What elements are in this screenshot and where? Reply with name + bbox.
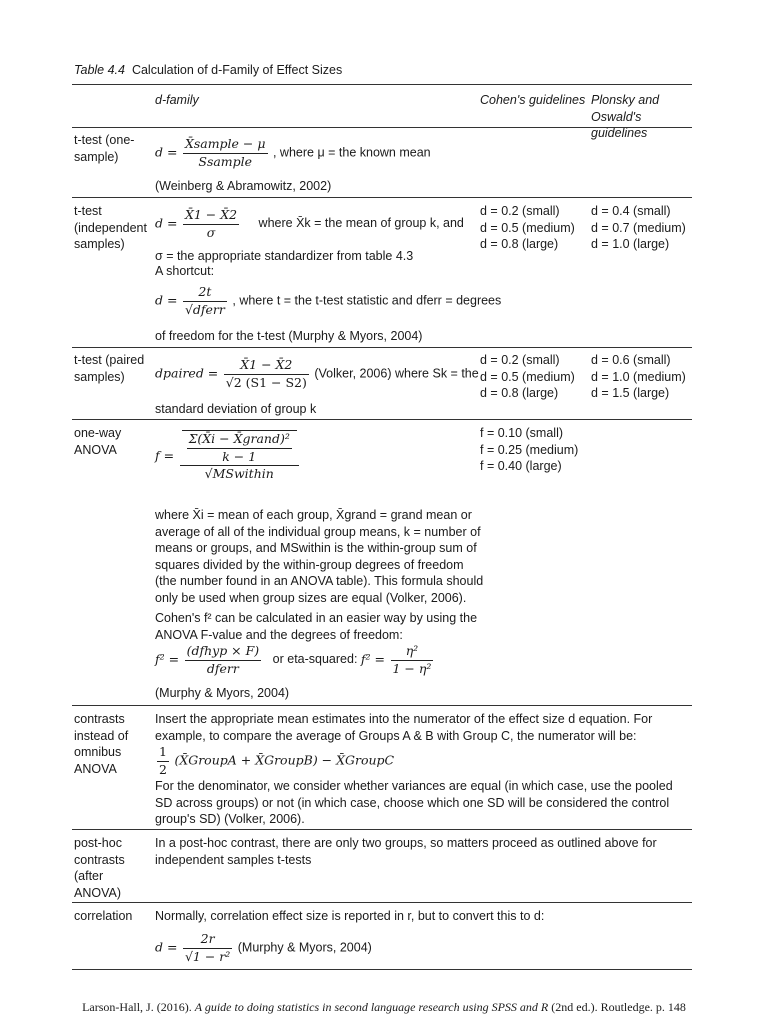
guideline-medium: d = 1.0 (medium) [591, 369, 686, 384]
eq-denominator: σ [206, 224, 216, 240]
eq-numerator: 2r [183, 931, 232, 949]
eq-where-text: where X̄k = the mean of group k, and [258, 216, 464, 231]
half-denominator: 2 [159, 761, 167, 777]
eta-numerator: η² [391, 643, 434, 661]
eq-after-text: , where μ = the known mean [272, 145, 431, 160]
guideline-small: d = 0.6 (small) [591, 353, 671, 367]
posthoc-text: In a post-hoc contrast, there are only two groups, so matters proceed as outlined above for independent samples t-tests [155, 836, 657, 867]
guideline-large: d = 0.8 (large) [480, 386, 559, 400]
eq-ttest-ind [155, 207, 464, 241]
guideline-large: d = 0.8 (large) [480, 237, 559, 251]
row-label-ttest-paired: t-test (paired samples) [74, 353, 145, 384]
rule-row6 [72, 902, 692, 903]
eq-numerator: X̄sample − μ [183, 136, 268, 154]
row-label-anova: one-way ANOVA [74, 426, 122, 457]
correlation-text: Normally, correlation effect size is reported in r, but to convert this to d: [155, 909, 545, 923]
guideline-large: d = 1.5 (large) [591, 386, 670, 400]
rule-row2 [72, 347, 692, 348]
eq-denominator: √MSwithin [204, 466, 274, 481]
guideline-small: d = 0.4 (small) [591, 204, 671, 218]
guideline-large: d = 1.0 (large) [591, 237, 670, 251]
citation-authors: Larson-Hall, J. (2016). [82, 1000, 192, 1014]
cohen-f2-paragraph: Cohen's f² can be calculated in an easier way by using the ANOVA F-value and the degrees of freedom: [155, 611, 478, 642]
eq-denominator: √dferr [184, 301, 225, 317]
eq-denominator: dferr [206, 660, 239, 676]
eq-after-text: (Volker, 2006) where Sk = the [314, 366, 479, 381]
eq-lhs: f = [155, 448, 175, 463]
sigma-definition: σ = the appropriate standardizer from table 4.3 [155, 249, 414, 263]
eq-ttest-paired [155, 357, 479, 391]
header-plonsky: Plonsky and Oswald's guidelines [591, 93, 660, 140]
guideline-small: d = 0.2 (small) [480, 204, 560, 218]
plonsky-guidelines-paired [591, 352, 691, 402]
eq-lhs: f² = [155, 651, 180, 667]
rule-row3 [72, 419, 692, 420]
table-label: Table 4.4 [74, 63, 125, 77]
eq-fraction [183, 284, 227, 318]
eq-correlation [155, 931, 372, 965]
eq-shortcut [155, 284, 501, 318]
row-label-ttest-ind: t-test (independent samples) [74, 204, 147, 251]
half-fraction [157, 744, 169, 778]
eq-anova [155, 430, 301, 483]
paired-continuation: standard deviation of group k [155, 402, 317, 416]
inner-fraction [187, 431, 292, 465]
row-label-contrasts: contrasts instead of omnibus ANOVA [74, 712, 129, 776]
rule-header [72, 127, 692, 128]
cite-anova: (Murphy & Myors, 2004) [155, 686, 290, 700]
eq-lhs: d = [155, 939, 178, 955]
eq-contrasts [155, 744, 394, 778]
guideline-small: f = 0.10 (small) [480, 426, 564, 440]
table-title: Calculation of d-Family of Effect Sizes [131, 63, 343, 77]
shortcut-continuation: of freedom for the t-test (Murphy & Myors, 2004) [155, 329, 423, 343]
cohen-guidelines-paired [480, 352, 590, 402]
anova-where-text [155, 507, 485, 643]
rule-row5 [72, 829, 692, 830]
eq-fraction [185, 643, 262, 677]
eq-numerator: X̄1 − X̄2 [224, 357, 309, 375]
eq-numerator: (dfhyp × F) [185, 643, 262, 661]
cohen-guidelines-ttest-ind [480, 203, 590, 253]
shortcut-label: A shortcut: [155, 264, 215, 278]
row-label-posthoc: post-hoc contrasts (after ANOVA) [74, 836, 125, 900]
guideline-small: d = 0.2 (small) [480, 353, 560, 367]
eq-lhs: dpaired = [155, 365, 219, 381]
guideline-medium: f = 0.25 (medium) [480, 442, 579, 457]
rule-top [72, 84, 692, 85]
citation-book-title: A guide to doing statistics in second language research using SPSS and R [194, 1000, 549, 1014]
eq-denominator: √2 (S1 − S2) [225, 374, 307, 390]
inner-denominator: k − 1 [222, 448, 257, 464]
where-paragraph: where X̄i = mean of each group, X̄grand = grand mean or average of all of the individual group means, k = number of means or groups, and MSwithin is the within-group sum of squares divided by the within-group degrees of freedom (the number found in an ANOVA table). This formula should only be used when group sizes are equal (Volker, 2006). [155, 508, 484, 605]
header-cohen: Cohen's guidelines [480, 93, 586, 107]
row-label-correlation: correlation [74, 909, 133, 923]
rule-bottom [72, 969, 692, 970]
eq-fraction [183, 207, 239, 241]
eq-numerator-root [180, 430, 299, 466]
cite-ttest-one: (Weinberg & Abramowitz, 2002) [155, 179, 332, 193]
eq-lhs: d = [155, 292, 178, 308]
inner-numerator: Σ(X̄i − X̄grand)² [187, 431, 292, 449]
eq-fraction [224, 357, 309, 391]
row-label-ttest-one: t-test (one-sample) [74, 133, 135, 164]
eq-lhs: d = [155, 215, 178, 231]
header-dfamily: d-family [155, 93, 199, 107]
source-citation [0, 1000, 768, 1016]
table-caption [74, 62, 342, 79]
rule-row1 [72, 197, 692, 198]
eq-ttest-one [155, 136, 431, 170]
eq-lhs: d = [155, 144, 178, 160]
contrasts-text1: Insert the appropriate mean estimates into the numerator of the effect size d equation. For example, to compare the average of Groups A & B with Group C, the numerator will be: [155, 712, 653, 743]
eq-body: (X̄GroupA + X̄GroupB) − X̄GroupC [174, 752, 395, 768]
cite-correlation: (Murphy & Myors, 2004) [237, 940, 372, 955]
eq-numerator: X̄1 − X̄2 [183, 207, 239, 225]
rule-row4 [72, 705, 692, 706]
eq-after-text: , where t = the t-test statistic and dferr = degrees [232, 293, 502, 308]
contrasts-text2: For the denominator, we consider whether variances are equal (in which case, use the pooled SD across groups) or not (in which case, choose which one SD will be considered the control group's SD) (Volker, 2006). [155, 779, 673, 826]
eq-numerator: 2t [183, 284, 227, 302]
eta-fraction [391, 643, 434, 677]
guideline-medium: d = 0.7 (medium) [591, 220, 686, 235]
plonsky-guidelines-ttest-ind [591, 203, 691, 253]
eta-label: or eta-squared: [272, 652, 358, 667]
eta-lhs: f² = [360, 651, 386, 667]
eq-fraction [183, 931, 232, 965]
eq-denominator: Ssample [198, 153, 253, 169]
eq-f2 [155, 643, 435, 677]
eq-denominator: √1 − r² [184, 948, 231, 964]
eta-denominator: 1 − η² [392, 660, 432, 676]
guideline-medium: d = 0.5 (medium) [480, 369, 575, 384]
sqrt-radicand [182, 430, 297, 465]
cohen-guidelines-anova [480, 425, 590, 475]
guideline-large: f = 0.40 (large) [480, 459, 562, 473]
citation-rest: (2nd ed.). Routledge. p. 148 [551, 1000, 686, 1014]
guideline-medium: d = 0.5 (medium) [480, 220, 575, 235]
eq-fraction [183, 136, 268, 170]
half-numerator: 1 [157, 744, 169, 762]
eq-fraction [180, 430, 299, 483]
